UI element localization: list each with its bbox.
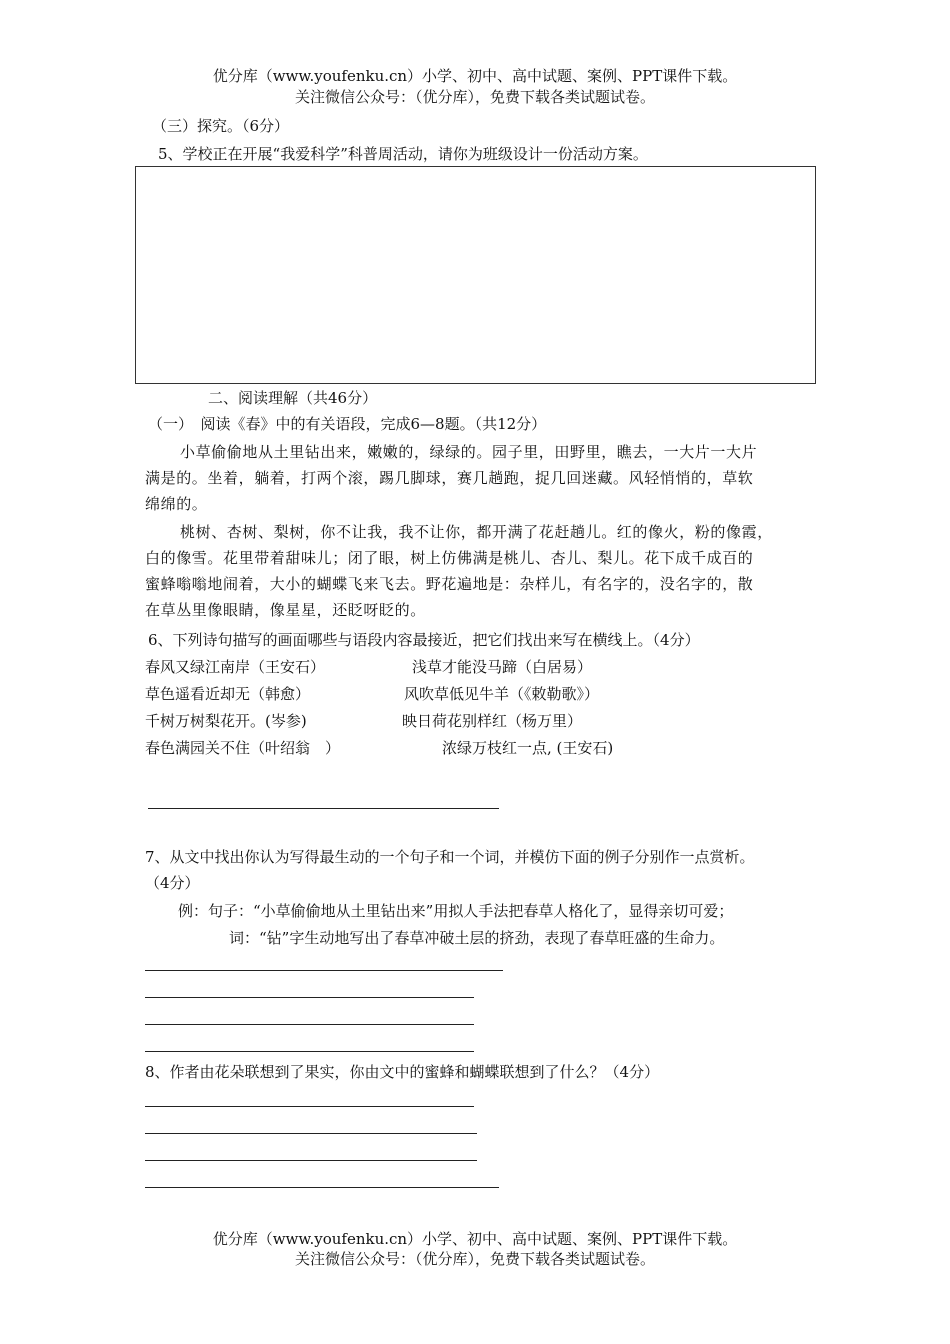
q6-answer-line[interactable] [148, 808, 499, 809]
question-8-prompt: 8、作者由花朵联想到了果实，你由文中的蜜蜂和蝴蝶联想到了什么？（4分） [145, 1063, 660, 1081]
passage-line: 小草偷偷地从土里钻出来，嫩嫩的，绿绿的。园子里，田野里，瞧去，一大片一大片 [180, 443, 758, 461]
question-5-prompt: 5、学校正在开展“我爱科学”科普周活动，请你为班级设计一份活动方案。 [158, 145, 648, 163]
q7-example-sentence: 例：句子：“小草偷偷地从土里钻出来”用拟人手法把春草人格化了，显得亲切可爱； [178, 902, 734, 920]
passage-line: 蜜蜂嗡嗡地闹着，大小的蝴蝶飞来飞去。野花遍地是：杂样儿，有名字的，没名字的，散 [145, 575, 754, 593]
q7-answer-line[interactable] [145, 970, 503, 971]
poem-option: 浓绿万枝红一点, (王安石) [442, 739, 614, 757]
poem-option: 风吹草低见牛羊（《敕勒歌》） [404, 685, 600, 703]
poem-option: 浅草才能没马蹄（白居易） [412, 658, 593, 676]
q5-answer-box[interactable] [135, 166, 816, 384]
q7-answer-line[interactable] [145, 1024, 474, 1025]
passage-line: 在草丛里像眼睛，像星星，还眨呀眨的。 [145, 601, 426, 619]
section-3-title: （三）探究。（6分） [152, 117, 290, 135]
poem-option: 映日荷花别样红（杨万里） [402, 712, 583, 730]
poem-option: 春色满园关不住（叶绍翁 ） [145, 739, 341, 757]
passage-line: 桃树、杏树、梨树，你不让我，我不让你，都开满了花赶趟儿。红的像火，粉的像霞， [180, 523, 773, 541]
footer-line-1: 优分库（www.youfenku.cn）小学、初中、高中试题、案例、PPT课件下载。 [212, 1230, 738, 1248]
poem-option: 草色遥看近却无（韩愈） [145, 685, 311, 703]
question-7-points: （4分） [145, 874, 200, 892]
q7-answer-line[interactable] [145, 997, 474, 998]
header-line-2: 关注微信公众号：（优分库），免费下载各类试题试卷。 [294, 88, 655, 106]
q7-example-word: 词：“钻”字生动地写出了春草冲破土层的挤劲，表现了春草旺盛的生命力。 [229, 929, 725, 947]
q8-answer-line[interactable] [145, 1133, 477, 1134]
q8-answer-line[interactable] [145, 1187, 499, 1188]
poem-option: 千树万树梨花开。(岑参) [145, 712, 307, 730]
reading-part-1-title: （一） 阅读《春》中的有关语段，完成6—8题。（共12分） [148, 415, 547, 433]
footer-line-2: 关注微信公众号：（优分库），免费下载各类试题试卷。 [294, 1250, 655, 1268]
question-6-prompt: 6、下列诗句描写的画面哪些与语段内容最接近，把它们找出来写在横线上。（4分） [148, 631, 700, 649]
passage-line: 满是的。坐着，躺着，打两个滚，踢几脚球，赛几趟跑，捉几回迷藏。风轻悄悄的，草软 [145, 469, 754, 487]
poem-option: 春风又绿江南岸（王安石） [145, 658, 326, 676]
passage-line: 绵绵的。 [145, 495, 208, 513]
q7-answer-line[interactable] [145, 1051, 474, 1052]
passage-line: 白的像雪。花里带着甜味儿；闭了眼，树上仿佛满是桃儿、杏儿、梨儿。花下成千成百的 [145, 549, 754, 567]
question-7-prompt: 7、从文中找出你认为写得最生动的一个句子和一个词，并模仿下面的例子分别作一点赏析。 [145, 848, 755, 866]
q8-answer-line[interactable] [145, 1160, 477, 1161]
reading-section-title: 二、阅读理解（共46分） [208, 389, 378, 407]
q8-answer-line[interactable] [145, 1106, 474, 1107]
header-line-1: 优分库（www.youfenku.cn）小学、初中、高中试题、案例、PPT课件下载。 [212, 67, 738, 85]
